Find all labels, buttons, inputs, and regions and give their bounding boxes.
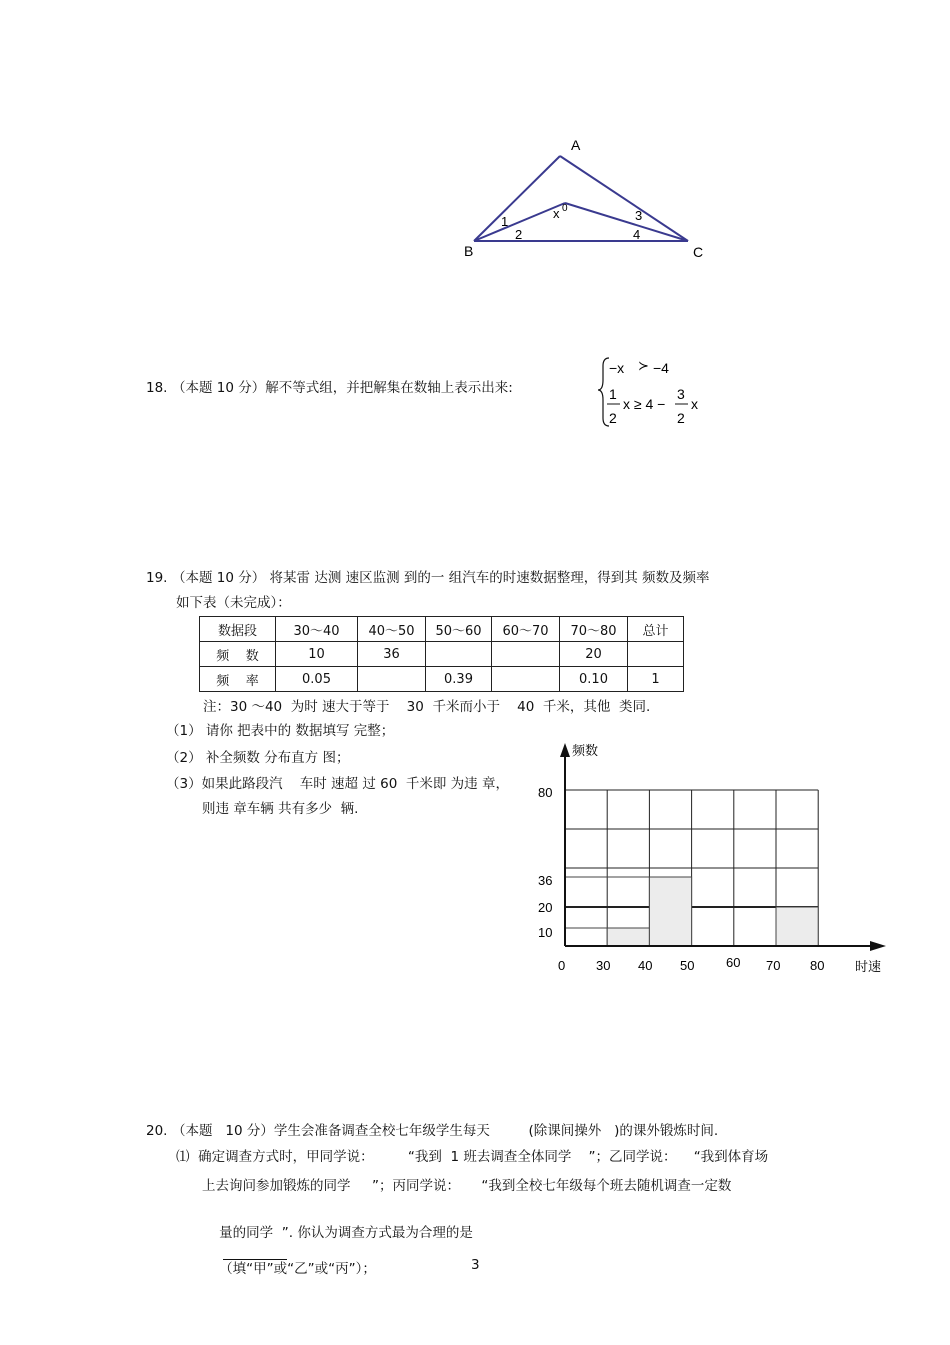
q20-line4 xyxy=(202,1206,473,1296)
ineq1-lhs: −x xyxy=(609,360,625,376)
table-cell: 频 数 xyxy=(200,642,276,667)
y-tick-label: 20 xyxy=(538,900,553,915)
table-cell: 0.05 xyxy=(276,667,358,692)
table-row-frequency xyxy=(200,642,684,667)
inequality-system xyxy=(595,352,725,432)
y-tick-label: 80 xyxy=(538,785,553,800)
q20-line2: ⑴ 确定调查方式时，甲同学说： “我到 1 班去调查全体同学 ”；乙同学说： “我到体育场 xyxy=(176,1149,769,1165)
table-cell: 0.39 xyxy=(426,667,492,692)
q18-text: （本题 10 分）解不等式组，并把解集在数轴上表示出来: xyxy=(172,380,513,396)
x-tick-label: 0 xyxy=(558,958,566,973)
table-cell: 1 xyxy=(628,667,684,692)
q20-line3: 上去询问参加锻炼的同学 ”；丙同学说： “我到全校七年级每个班去随机调查一定数 xyxy=(202,1178,732,1194)
x-tick-label: 60 xyxy=(726,955,741,970)
q19-item-1: （1） 请你 把表中的 数据填写 完整； xyxy=(166,723,395,739)
table-header-cell: 总计 xyxy=(628,617,684,642)
system-brace xyxy=(598,358,609,426)
frac2-num: 3 xyxy=(677,386,685,402)
frequency-histogram xyxy=(530,735,900,985)
table-header-cell: 70～80 xyxy=(560,617,628,642)
q19-note: 注：30 ～40 为时 速大于等于 30 千米而小于 40 千米，其他 类同. xyxy=(203,699,651,715)
table-cell[interactable] xyxy=(426,642,492,667)
label-zero: 0 xyxy=(562,203,568,214)
table-header-cell: 40～50 xyxy=(358,617,426,642)
table-header-cell: 数据段 xyxy=(200,617,276,642)
label-b: B xyxy=(464,243,474,259)
histogram-bar xyxy=(607,928,649,946)
triangle-figure xyxy=(455,130,715,270)
angle-3: 3 xyxy=(635,208,643,223)
table-cell[interactable] xyxy=(492,667,560,692)
table-row-rate xyxy=(200,667,684,692)
table-cell[interactable] xyxy=(628,642,684,667)
label-x: x xyxy=(553,206,560,221)
q20-line4-text: 量的同学 ”. 你认为调查方式最为合理的是 xyxy=(219,1225,473,1241)
x-tick-label: 70 xyxy=(766,958,781,973)
angle-2: 2 xyxy=(515,227,523,242)
x-tick-label: 50 xyxy=(680,958,695,973)
label-a: A xyxy=(571,137,581,153)
y-tick-label: 10 xyxy=(538,925,553,940)
q19-item-3-cont: 则违 章车辆 共有多少 辆. xyxy=(202,801,359,817)
table-cell: 10 xyxy=(276,642,358,667)
page-number: 3 xyxy=(471,1257,480,1273)
x-axis-arrow xyxy=(870,941,886,951)
q19-line1: （本题 10 分） 将某雷 达测 速区监测 到的一 组汽车的时速数据整理，得到其 频数及频率 xyxy=(172,570,710,586)
y-axis-arrow xyxy=(560,743,570,757)
table-cell: 0.10 xyxy=(560,667,628,692)
table-header-row xyxy=(200,617,684,642)
ineq1-rhs: −4 xyxy=(653,360,669,376)
ineq1-op: ≻ xyxy=(638,358,649,373)
angle-1: 1 xyxy=(501,214,509,229)
table-cell[interactable] xyxy=(492,642,560,667)
q20-line4-choice: （填“甲”或“乙”或“丙”）； xyxy=(219,1261,376,1277)
label-c: C xyxy=(693,244,704,260)
table-header-cell: 30～40 xyxy=(276,617,358,642)
y-tick-label: 36 xyxy=(538,873,553,888)
y-axis-label: 频数 xyxy=(572,743,599,758)
table-cell: 频 率 xyxy=(200,667,276,692)
ineq2-tail: x xyxy=(691,396,698,412)
histogram-bars xyxy=(565,877,818,946)
q19-number: 19. xyxy=(146,570,168,586)
answer-blank[interactable] xyxy=(223,1245,287,1260)
side-ac xyxy=(560,156,688,241)
x-tick-label: 40 xyxy=(638,958,653,973)
table-cell[interactable] xyxy=(358,667,426,692)
q20-line1: （本题 10 分）学生会准备调查全校七年级学生每天 (除课间操外 )的课外锻炼时间. xyxy=(172,1123,719,1139)
frac1-num: 1 xyxy=(609,386,617,402)
q19-item-3: （3）如果此路段汽 车时 速超 过 60 千米即 为违 章， xyxy=(166,776,509,792)
table-cell: 20 xyxy=(560,642,628,667)
table-header-cell: 60～70 xyxy=(492,617,560,642)
x-tick-label: 30 xyxy=(596,958,611,973)
ineq2-mid: x ≥ 4 − xyxy=(623,396,666,412)
segment-oc xyxy=(565,203,688,241)
frac1-den: 2 xyxy=(609,410,617,426)
angle-4: 4 xyxy=(633,227,641,242)
x-axis-label: 时速 xyxy=(855,959,882,974)
histogram-labels xyxy=(538,743,881,974)
histogram-axes xyxy=(560,743,886,951)
histogram-bar xyxy=(776,907,818,946)
q18-number: 18. xyxy=(146,380,168,396)
x-tick-label: 80 xyxy=(810,958,825,973)
histogram-bar xyxy=(649,877,691,946)
q20-number: 20. xyxy=(146,1123,168,1139)
table-header-cell: 50～60 xyxy=(426,617,492,642)
q19-item-2: （2） 补全频数 分布直方 图； xyxy=(166,750,350,766)
table-cell: 36 xyxy=(358,642,426,667)
frequency-table xyxy=(199,616,684,692)
frac2-den: 2 xyxy=(677,410,685,426)
q19-line2: 如下表（未完成）： xyxy=(176,595,291,611)
